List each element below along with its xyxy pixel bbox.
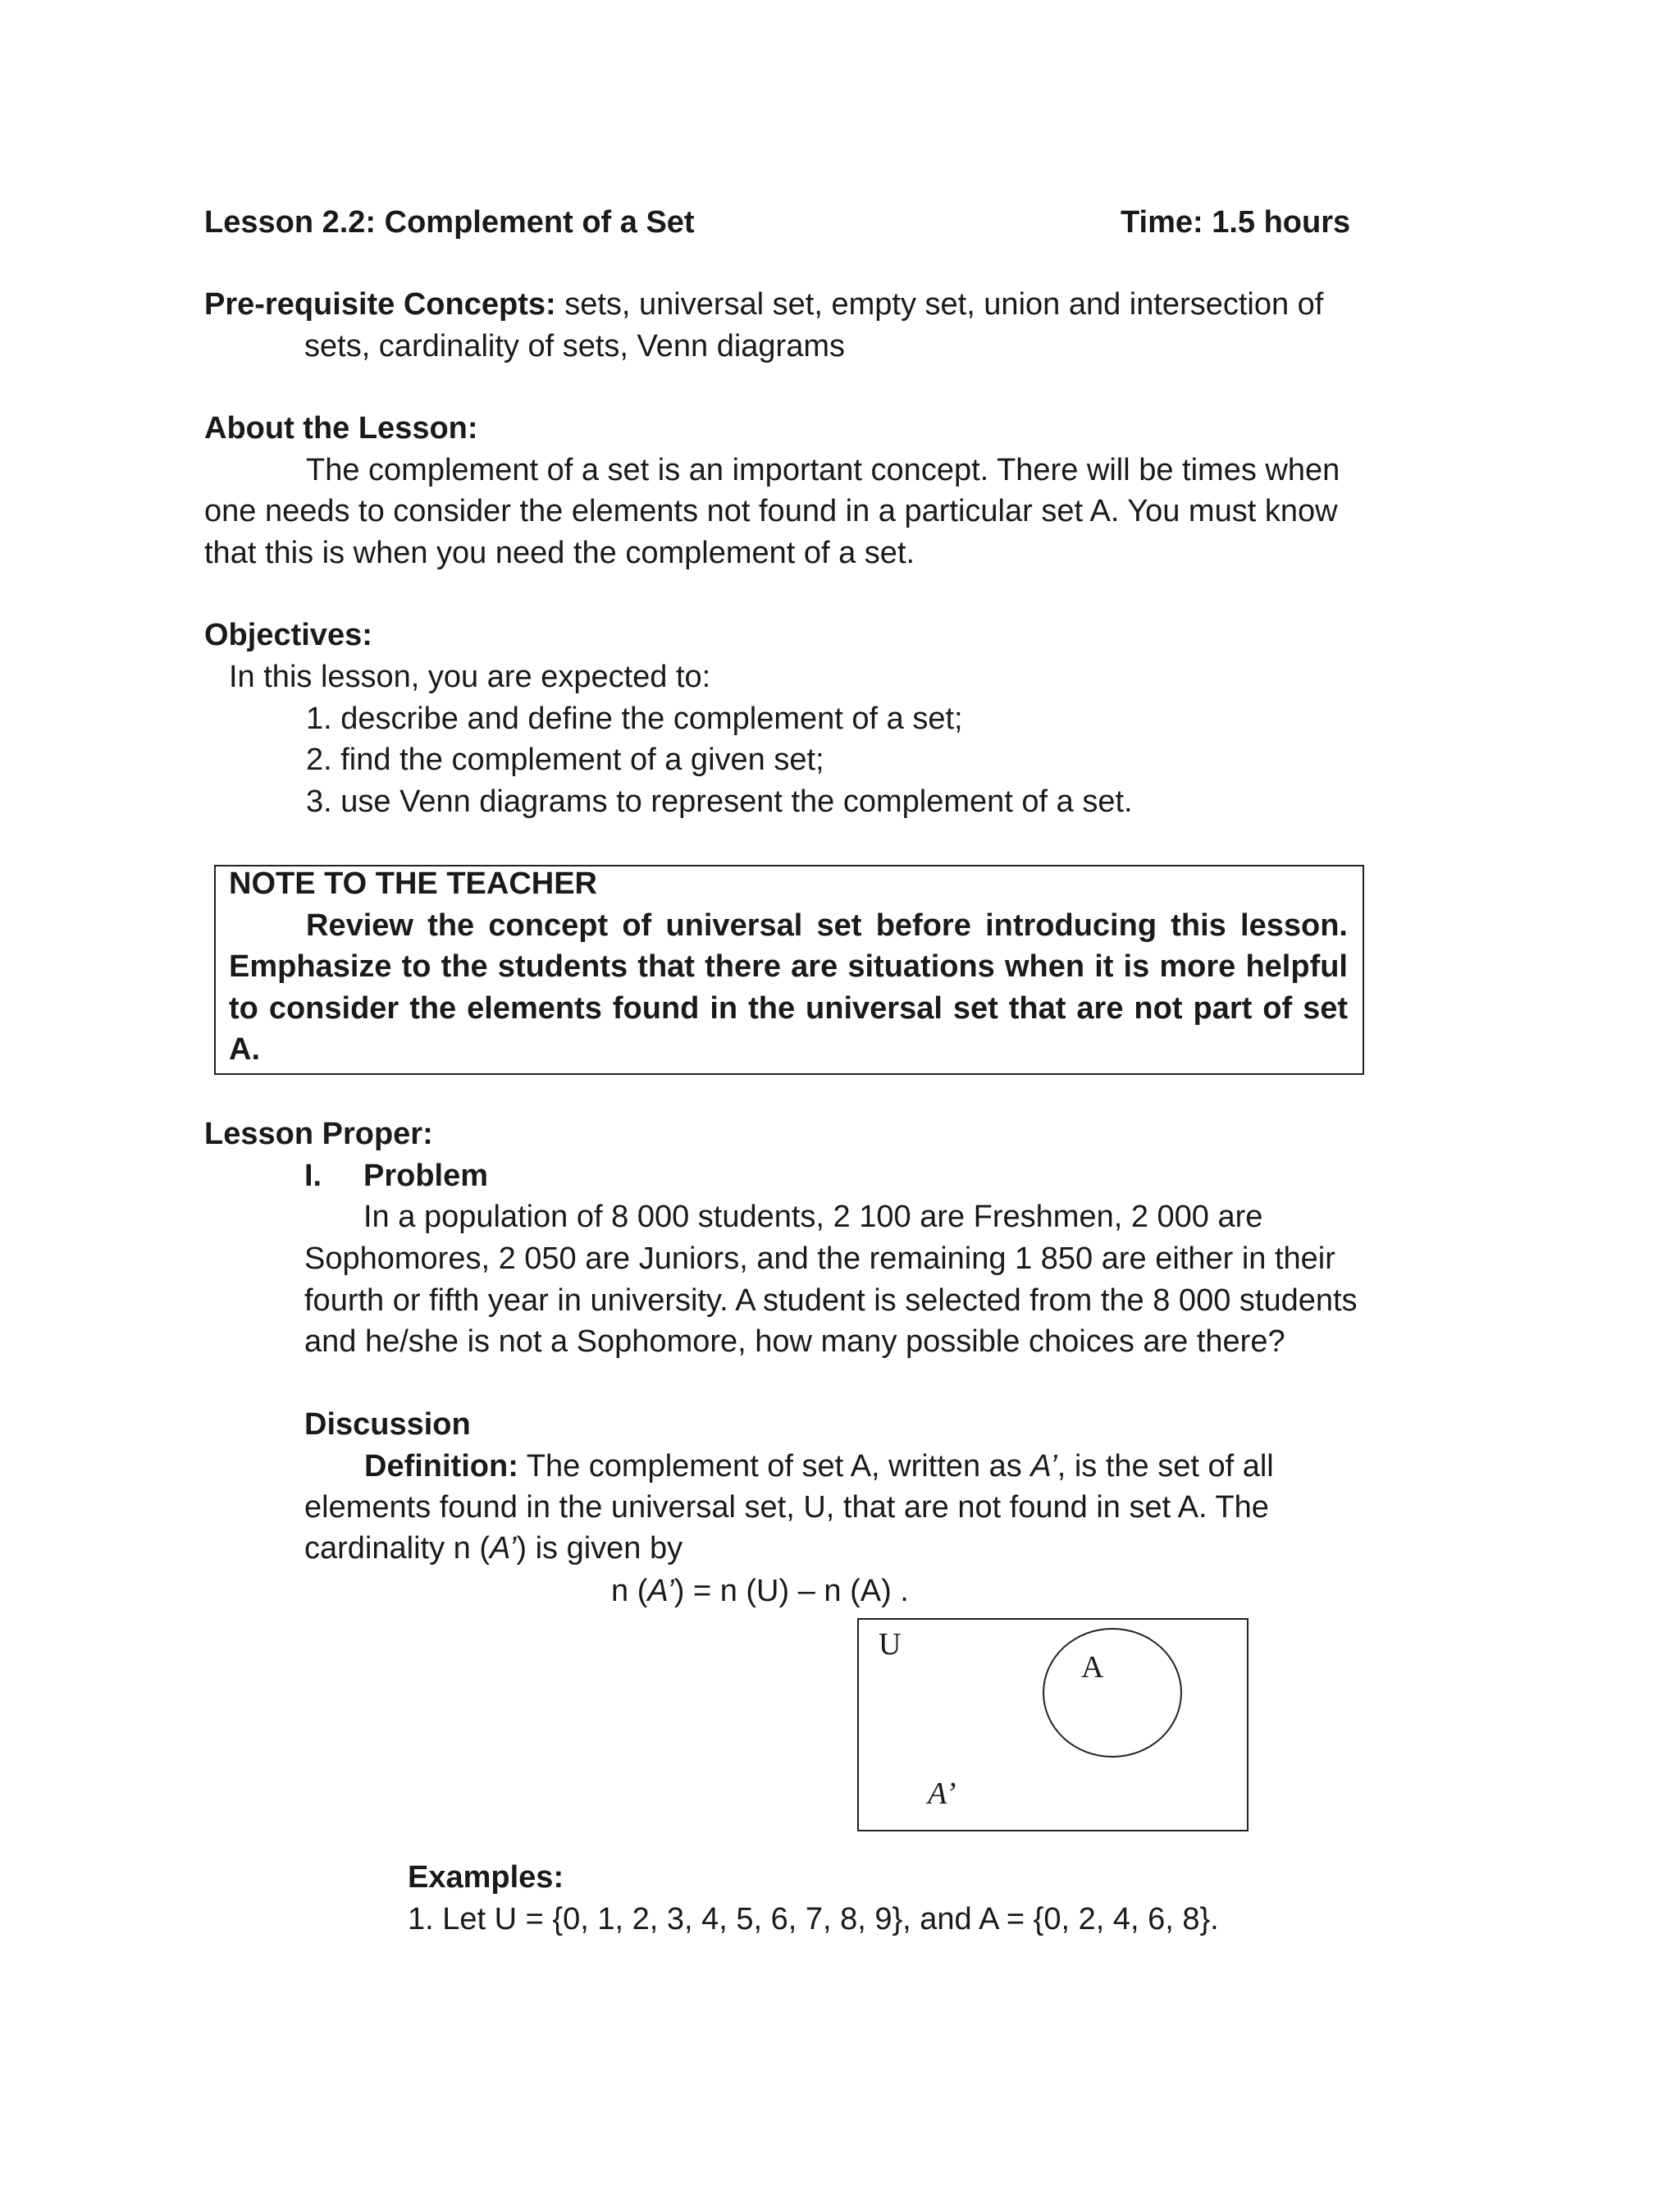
about-line: one needs to consider the elements not found in a particular set A. You must know bbox=[204, 494, 1338, 528]
lesson-proper-heading: Lesson Proper: bbox=[204, 1117, 433, 1151]
venn-diagram bbox=[857, 1618, 1249, 1831]
objective-item: 2. find the complement of a given set; bbox=[306, 743, 824, 777]
problem-heading: Problem bbox=[363, 1159, 489, 1193]
lesson-title: Lesson 2.2: Complement of a Set bbox=[204, 205, 695, 240]
definition-label: Definition: bbox=[364, 1449, 518, 1484]
teacher-note-line: Emphasize to the students that there are situations when it is more helpful bbox=[229, 949, 1348, 984]
objective-item: 1. describe and define the complement of a set; bbox=[306, 702, 963, 736]
prerequisites-label: Pre-requisite Concepts: bbox=[204, 287, 556, 322]
problem-line: and he/she is not a Sophomore, how many possible choices are there? bbox=[304, 1324, 1285, 1359]
examples-heading: Examples: bbox=[408, 1860, 564, 1895]
teacher-note-title: NOTE TO THE TEACHER bbox=[229, 866, 597, 901]
discussion-heading: Discussion bbox=[304, 1407, 471, 1442]
about-heading: About the Lesson: bbox=[204, 411, 478, 446]
objectives-intro: In this lesson, you are expected to: bbox=[229, 660, 711, 694]
teacher-note-line: to consider the elements found in the universal set that are not part of set bbox=[229, 991, 1348, 1026]
objective-item: 3. use Venn diagrams to represent the complement of a set. bbox=[306, 784, 1133, 819]
universe-label: U bbox=[879, 1627, 902, 1662]
teacher-note-line: Review the concept of universal set before introducing this lesson. bbox=[306, 908, 1348, 943]
about-line: The complement of a set is an important concept. There will be times when bbox=[306, 453, 1340, 487]
definition-line-1: Definition: The complement of set A, written as A’, is the set of all bbox=[364, 1449, 1274, 1484]
problem-line: In a population of 8 000 students, 2 100 are Freshmen, 2 000 are bbox=[363, 1200, 1263, 1234]
lesson-time: Time: 1.5 hours bbox=[1121, 205, 1351, 240]
prerequisites-line-2: sets, cardinality of sets, Venn diagrams bbox=[304, 329, 845, 363]
objectives-heading: Objectives: bbox=[204, 618, 372, 652]
problem-line: fourth or fifth year in university. A student is selected from the 8 000 students bbox=[304, 1283, 1358, 1318]
complement-formula: n (A’) = n (U) – n (A) . bbox=[611, 1574, 909, 1608]
definition-line-2: elements found in the universal set, U, that are not found in set A. The bbox=[304, 1490, 1269, 1525]
problem-line: Sophomores, 2 050 are Juniors, and the remaining 1 850 are either in their bbox=[304, 1241, 1335, 1276]
example-item: 1. Let U = {0, 1, 2, 3, 4, 5, 6, 7, 8, 9}, and A = {0, 2, 4, 6, 8}. bbox=[408, 1902, 1219, 1936]
about-line: that this is when you need the complement of a set. bbox=[204, 536, 915, 570]
prerequisites-line-1: Pre-requisite Concepts: sets, universal set, empty set, union and intersection of bbox=[204, 287, 1324, 322]
complement-label: A’ bbox=[928, 1776, 956, 1811]
definition-line-3: cardinality n (A’) is given by bbox=[304, 1531, 683, 1566]
set-a-label: A bbox=[1081, 1650, 1104, 1685]
problem-numeral: I. bbox=[304, 1159, 322, 1193]
set-a-circle bbox=[1043, 1628, 1182, 1758]
teacher-note-line: A. bbox=[229, 1032, 260, 1067]
